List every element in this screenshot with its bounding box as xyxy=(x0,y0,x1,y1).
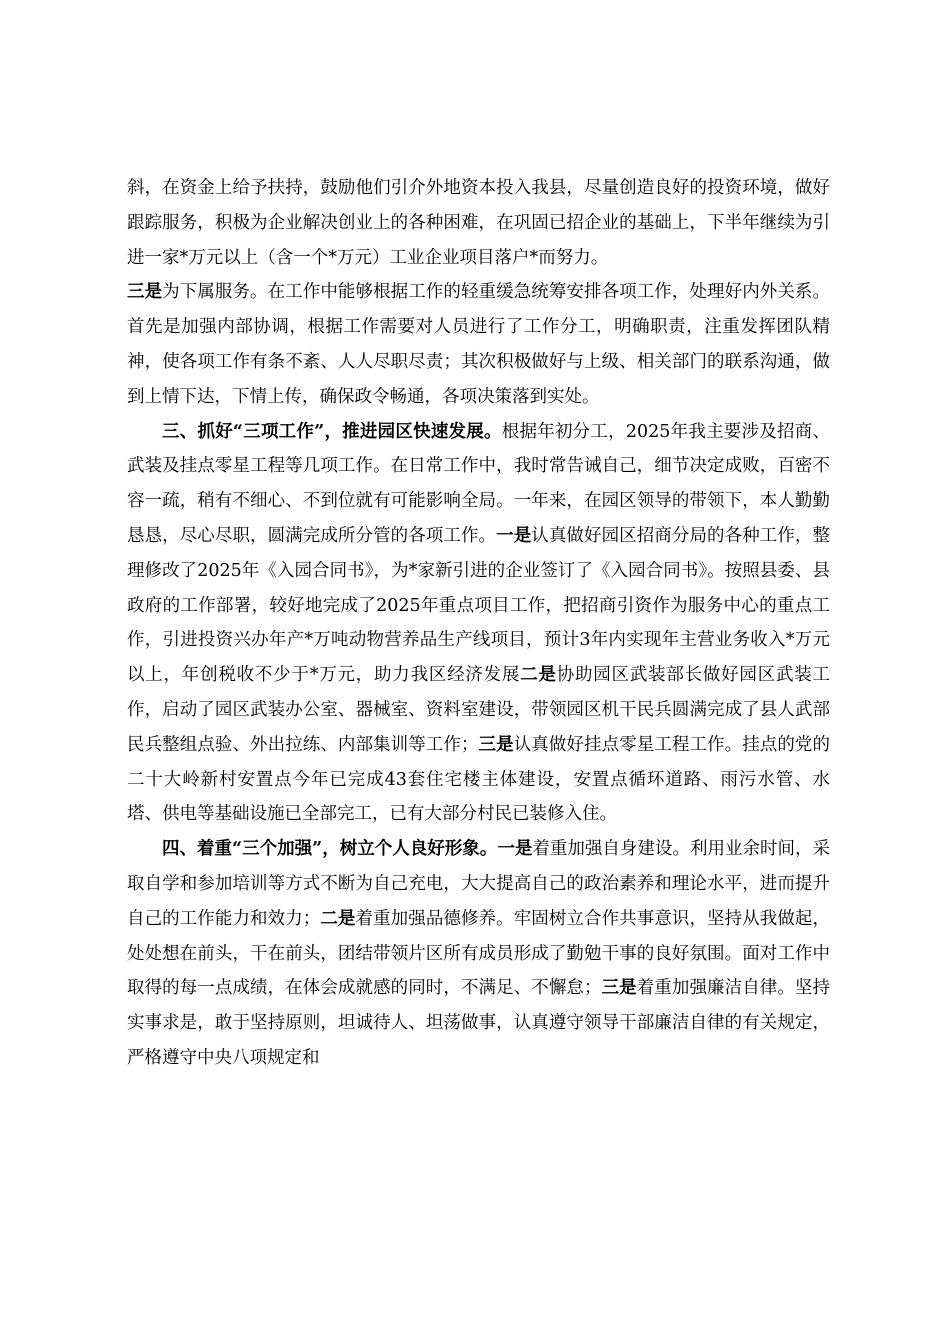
bold-run: 三是 xyxy=(478,734,514,755)
bold-run: 一是 xyxy=(497,839,533,860)
bold-run: 二是 xyxy=(520,665,557,686)
paragraph xyxy=(127,171,830,275)
bold-run: 四、着重“三个加强”，树立个人良好形象。 xyxy=(162,839,498,860)
text-run: 为下属服务。在工作中能够根据工作的轻重缓急统筹安排各项工作，处理好内外关系。首先是加强内部协调，根据工作需要对人员进行了工作分工，明确职责，注重发挥团队精神，使各项工作有条不紊、人人尽职尽责；其次积极做好与上级、相关部门的联系沟通，做到上情下达，下情上传，确保政令畅通，各项决策落到实处。 xyxy=(127,282,830,407)
text-run: 着重加强廉洁自律。坚持实事求是，敢于坚持原则，坦诚待人、坦荡做事，认真遵守领导干部廉洁自律的有关规定，严格遵守中央八项规定和 xyxy=(127,978,831,1068)
text-run: 协助园区武装部长做好园区武装工作，启动了园区武装办公室、器械室、资料室建设，带领园区机干民兵圆满完成了县人武部民兵整组点验、外出拉练、内部集训等工作； xyxy=(127,665,831,755)
text-run: 根据年初分工，2025年我主要涉及招商、武装及挂点零星工程等几项工作。在日常工作中，我时常告诫自己，细节决定成败，百密不容一疏，稍有不细心、不到位就有可能影响全局。一年来，在园区领导的带领下，本人勤勤恳恳，尽心尽职，圆满完成所分管的各项工作。 xyxy=(127,421,830,546)
bold-run: 三是 xyxy=(601,978,637,999)
paragraph xyxy=(127,415,830,833)
paragraph xyxy=(127,275,830,414)
text-run: 认真做好园区招商分局的各种工作，整理修改了2025年《入园合同书》，为*家新引进的企业签订了《入园合同书》。按照县委、县政府的工作部署，较好地完成了2025年重点项目工作，把招商引资作为服务中心的重点工作，引进投资兴办年产*万吨动物营养品生产线项目，预计3年内实现年主营业务收入*万元以上，年创税收不少于*万元，助力我区经济发展 xyxy=(127,525,831,686)
text-run: 着重加强品德修养。牢固树立合作共事意识，坚持从我做起，处处想在前头，干在前头，团结带领片区所有成员形成了勤勉干事的良好氛围。面对工作中取得的每一点成绩，在体会成就感的同时，不满足、不懈怠； xyxy=(127,908,831,999)
text-run: 着重加强自身建设。利用业余时间，采取自学和参加培训等方式不断为自己充电，大大提高自己的政治素养和理论水平，进而提升自己的工作能力和效力； xyxy=(127,839,831,929)
bold-run: 一是 xyxy=(496,525,532,546)
bold-run: 三、抓好“三项工作”，推进园区快速发展。 xyxy=(162,421,502,442)
bold-run: 三是 xyxy=(127,282,163,303)
paragraph xyxy=(127,832,830,1076)
bold-run: 二是 xyxy=(320,908,356,929)
text-run: 斜，在资金上给予扶持，鼓励他们引介外地资本投入我县，尽量创造良好的投资环境，做好跟踪服务，积极为企业解决创业上的各种困难，在巩固已招企业的基础上，下半年继续为引进一家*万元以上（含一个*万元）工业企业项目落户*而努力。 xyxy=(127,178,830,268)
text-run: 认真做好挂点零星工程工作。挂点的党的二十大岭新村安置点今年已完成43套住宅楼主体建设，安置点循环道路、雨污水管、水塔、供电等基础设施已全部完工，已有大部分村民已装修入住。 xyxy=(127,734,831,825)
document-body xyxy=(127,171,830,1076)
